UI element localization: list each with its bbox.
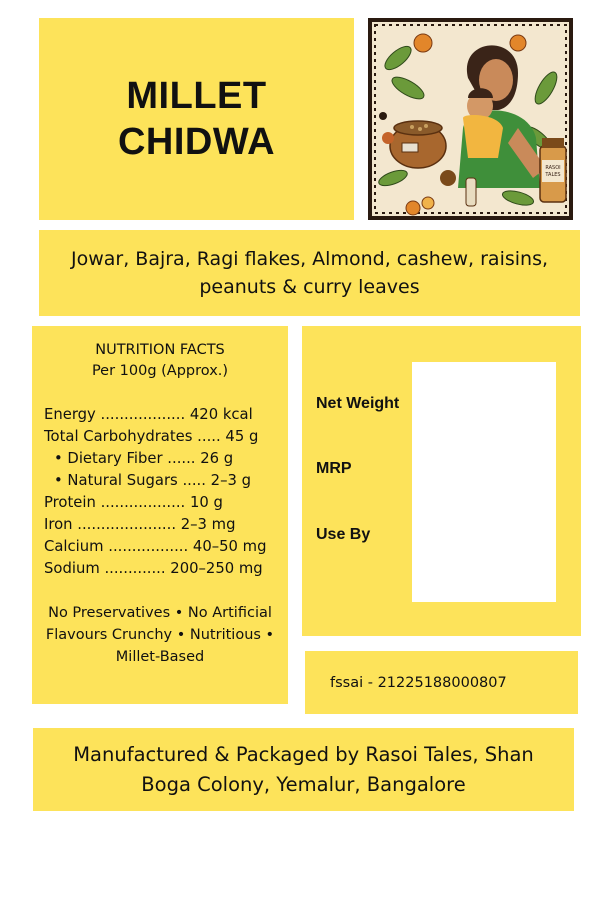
batch-details-blank-panel <box>412 362 556 602</box>
svg-text:RASOI: RASOI <box>545 165 561 171</box>
nutrition-list <box>32 404 288 580</box>
nutrition-row-calcium: Calcium ................. 40–50 mg <box>44 538 267 555</box>
product-title-line1: MILLET <box>126 75 267 117</box>
ingredients-panel <box>39 230 580 316</box>
nutrition-footer: No Preservatives • No Artificial Flavours Crunchy • Nutritious • Millet-Based <box>45 605 275 665</box>
nutrition-row-protein: Protein .................. 10 g <box>44 494 223 511</box>
mother-child-illustration-icon <box>368 18 573 220</box>
nutrition-row-carbohydrates: Total Carbohydrates ..... 45 g <box>44 428 259 445</box>
net-weight-label: Net Weight <box>316 395 400 412</box>
nutrition-heading: NUTRITION FACTS <box>95 342 225 358</box>
mrp-label: MRP <box>316 460 352 477</box>
use-by-label: Use By <box>316 526 371 543</box>
product-title-panel <box>39 18 354 220</box>
nutrition-row-iron: Iron ..................... 2–3 mg <box>44 516 236 533</box>
fssai-panel <box>305 651 578 714</box>
svg-text:TALES: TALES <box>545 172 561 178</box>
nutrition-facts-panel <box>32 326 288 704</box>
nutrition-row-energy: Energy .................. 420 kcal <box>44 406 253 423</box>
fssai-license: fssai - 21225188000807 <box>330 674 507 691</box>
nutrition-subheading: Per 100g (Approx.) <box>91 363 229 379</box>
packaging-info-panel <box>302 326 581 636</box>
nutrition-row-natural-sugars: • Natural Sugars ..... 2–3 g <box>54 472 251 489</box>
manufacturer-panel <box>33 728 574 811</box>
product-title-line2: CHIDWA <box>117 121 276 163</box>
manufacturer-text: Manufactured & Packaged by Rasoi Tales, Shan Boga Colony, Yemalur, Bangalore <box>73 742 534 796</box>
nutrition-row-sodium: Sodium ............. 200–250 mg <box>44 560 263 577</box>
nutrition-row-dietary-fiber: • Dietary Fiber ...... 26 g <box>54 450 234 467</box>
ingredients-text: Jowar, Bajra, Ragi flakes, Almond, cashew, raisins, peanuts & curry leaves <box>70 248 549 298</box>
